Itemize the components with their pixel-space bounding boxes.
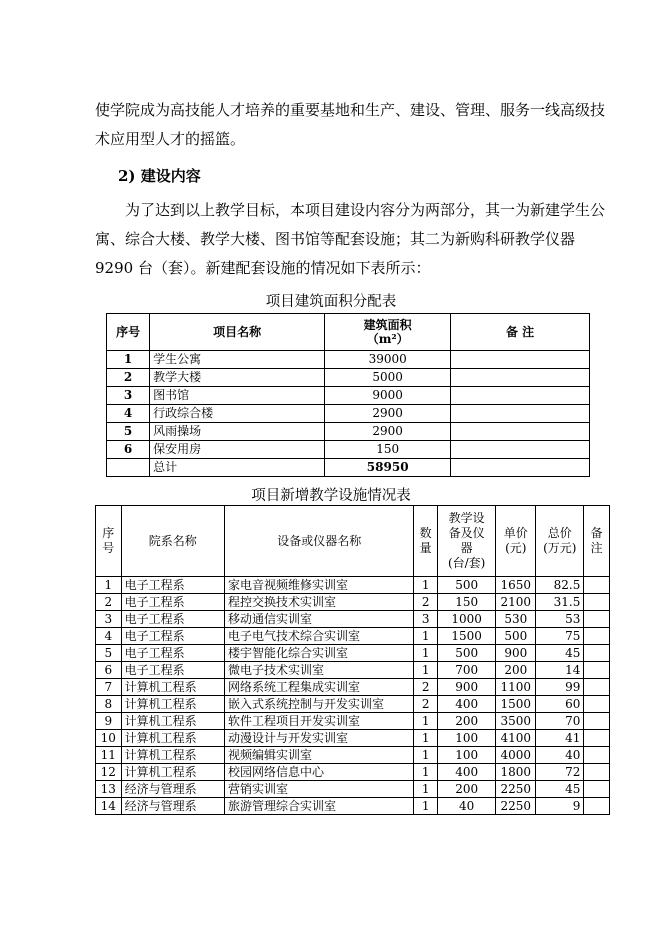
cell-note	[584, 662, 610, 679]
cell-equip: 家电音视频维修实训室	[225, 577, 414, 594]
cell-dept: 经济与管理系	[121, 781, 224, 798]
cell-units: 500	[437, 577, 495, 594]
cell-no: 13	[96, 781, 122, 798]
cell-area: 39000	[325, 351, 451, 369]
intro-paragraph: 使学院成为高技能人才培养的重要基地和生产、建设、管理、服务一线高级技术应用型人才的摇篮。	[95, 101, 606, 148]
cell-area: 150	[325, 441, 451, 459]
cell-note	[584, 696, 610, 713]
cell-price: 2250	[496, 781, 536, 798]
cell-name: 图书馆	[150, 387, 325, 405]
cell-note	[451, 405, 590, 423]
header-dept: 院系名称	[121, 506, 224, 577]
table-row	[96, 628, 610, 645]
cell-total: 82.5	[536, 577, 584, 594]
cell-total: 40	[536, 747, 584, 764]
header-total-line2: (万元)	[543, 541, 577, 555]
cell-equip: 网络系统工程集成实训室	[225, 679, 414, 696]
cell-equip: 程控交换技术实训室	[225, 594, 414, 611]
cell-price: 4100	[496, 730, 536, 747]
cell-note	[451, 441, 590, 459]
cell-note	[584, 594, 610, 611]
header-price	[496, 506, 536, 577]
table-row	[107, 369, 590, 387]
cell-price: 4000	[496, 747, 536, 764]
cell-price: 900	[496, 645, 536, 662]
table-row	[96, 577, 610, 594]
cell-qty: 2	[414, 594, 438, 611]
cell-equip: 电子电气技术综合实训室	[225, 628, 414, 645]
cell-dept: 计算机工程系	[121, 747, 224, 764]
cell-equip: 软件工程项目开发实训室	[225, 713, 414, 730]
cell-dept: 电子工程系	[121, 577, 224, 594]
section-heading: 2) 建设内容	[118, 167, 201, 185]
table-row	[96, 713, 610, 730]
cell-note	[584, 577, 610, 594]
header-no	[96, 506, 122, 577]
header-area-line1: 建筑面积	[363, 318, 412, 332]
cell-dept: 计算机工程系	[121, 730, 224, 747]
cell-name: 风雨操场	[150, 423, 325, 441]
header-no-text: 序号	[102, 526, 115, 555]
cell-area: 9000	[325, 387, 451, 405]
table-row	[107, 405, 590, 423]
cell-units: 1000	[437, 611, 495, 628]
cell-units: 900	[437, 679, 495, 696]
cell-total: 45	[536, 781, 584, 798]
content-paragraph: 为了达到以上教学目标，本项目建设内容分为两部分，其一为新建学生公寓、综合大楼、教学大楼、图书馆等配套设施；其二为新购科研教学仪器 9290 台（套）。新建配套设施的情况如下表所示：	[95, 201, 606, 277]
cell-no: 14	[96, 798, 122, 815]
table1-caption: 项目建筑面积分配表	[265, 294, 397, 310]
header-units-line4: (台/套)	[447, 556, 486, 570]
cell-no: 3	[107, 387, 150, 405]
cell-price: 2250	[496, 798, 536, 815]
header-name: 项目名称	[150, 314, 325, 351]
cell-no: 8	[96, 696, 122, 713]
cell-area: 5000	[325, 369, 451, 387]
header-area-line2: （m²）	[366, 332, 409, 346]
cell-units: 40	[437, 798, 495, 815]
cell-units: 200	[437, 713, 495, 730]
cell-qty: 1	[414, 747, 438, 764]
cell-units: 500	[437, 645, 495, 662]
cell-price: 1650	[496, 577, 536, 594]
cell-price: 1800	[496, 764, 536, 781]
table-row	[96, 611, 610, 628]
cell-equip: 移动通信实训室	[225, 611, 414, 628]
table-row	[96, 645, 610, 662]
cell-note	[451, 459, 590, 477]
cell-name: 学生公寓	[150, 351, 325, 369]
cell-no: 2	[96, 594, 122, 611]
header-equip: 设备或仪器名称	[225, 506, 414, 577]
cell-total: 9	[536, 798, 584, 815]
cell-units: 1500	[437, 628, 495, 645]
cell-note	[584, 781, 610, 798]
cell-note	[584, 679, 610, 696]
cell-name: 行政综合楼	[150, 405, 325, 423]
cell-qty: 1	[414, 781, 438, 798]
cell-total: 75	[536, 628, 584, 645]
cell-no: 1	[107, 351, 150, 369]
cell-total: 60	[536, 696, 584, 713]
cell-note	[584, 713, 610, 730]
cell-units: 150	[437, 594, 495, 611]
cell-dept: 电子工程系	[121, 662, 224, 679]
header-price-line2: (元)	[505, 541, 527, 555]
cell-area: 2900	[325, 405, 451, 423]
table-header-row	[96, 506, 610, 577]
cell-dept: 计算机工程系	[121, 713, 224, 730]
header-qty	[414, 506, 438, 577]
total-area: 58950	[325, 459, 451, 477]
table-row	[96, 662, 610, 679]
cell-dept: 电子工程系	[121, 594, 224, 611]
cell-no: 11	[96, 747, 122, 764]
cell-no: 2	[107, 369, 150, 387]
cell-price: 1100	[496, 679, 536, 696]
cell-dept: 计算机工程系	[121, 764, 224, 781]
cell-total: 72	[536, 764, 584, 781]
header-qty-text: 数量	[419, 526, 432, 555]
cell-note	[451, 369, 590, 387]
cell-name: 保安用房	[150, 441, 325, 459]
cell-note	[584, 628, 610, 645]
cell-no: 9	[96, 713, 122, 730]
cell-total: 41	[536, 730, 584, 747]
cell-no: 10	[96, 730, 122, 747]
cell-price: 530	[496, 611, 536, 628]
cell-no: 12	[96, 764, 122, 781]
cell-note	[451, 423, 590, 441]
cell-note	[451, 351, 590, 369]
cell-units: 100	[437, 747, 495, 764]
teaching-facility-table	[95, 505, 610, 815]
cell-no: 1	[96, 577, 122, 594]
table-row	[96, 781, 610, 798]
cell-no: 7	[96, 679, 122, 696]
header-area	[325, 314, 451, 351]
table-row	[107, 441, 590, 459]
cell-total: 45	[536, 645, 584, 662]
header-units-line1: 教学设	[448, 511, 485, 525]
cell-no: 5	[96, 645, 122, 662]
cell-price: 200	[496, 662, 536, 679]
cell-no: 5	[107, 423, 150, 441]
header-no: 序号	[107, 314, 150, 351]
cell-equip: 校园网络信息中心	[225, 764, 414, 781]
cell-note	[451, 387, 590, 405]
header-total-line1: 总价	[547, 526, 572, 540]
cell-note	[584, 730, 610, 747]
cell-area: 2900	[325, 423, 451, 441]
cell-dept: 电子工程系	[121, 645, 224, 662]
cell-equip: 楼宇智能化综合实训室	[225, 645, 414, 662]
cell-qty: 1	[414, 764, 438, 781]
header-total	[536, 506, 584, 577]
cell-qty: 1	[414, 628, 438, 645]
cell-qty: 1	[414, 645, 438, 662]
cell-qty: 1	[414, 577, 438, 594]
table-row	[107, 387, 590, 405]
cell-no: 3	[96, 611, 122, 628]
cell-price: 3500	[496, 713, 536, 730]
cell-qty: 1	[414, 662, 438, 679]
table-row	[96, 679, 610, 696]
cell-dept: 计算机工程系	[121, 696, 224, 713]
header-units-line3: 器	[460, 541, 473, 555]
cell-price: 2100	[496, 594, 536, 611]
cell-qty: 1	[414, 798, 438, 815]
cell-note	[584, 798, 610, 815]
cell-equip: 视频编辑实训室	[225, 747, 414, 764]
cell-units: 700	[437, 662, 495, 679]
table-row	[107, 351, 590, 369]
header-price-line1: 单价	[503, 526, 528, 540]
cell-price: 500	[496, 628, 536, 645]
cell-qty: 2	[414, 696, 438, 713]
cell-note	[584, 611, 610, 628]
cell-qty: 1	[414, 730, 438, 747]
cell-total: 53	[536, 611, 584, 628]
cell-no: 4	[107, 405, 150, 423]
cell-price: 1500	[496, 696, 536, 713]
cell-equip: 嵌入式系统控制与开发实训室	[225, 696, 414, 713]
header-note: 备 注	[451, 314, 590, 351]
header-units	[437, 506, 495, 577]
cell-equip: 旅游管理综合实训室	[225, 798, 414, 815]
cell-equip: 微电子技术实训室	[225, 662, 414, 679]
cell-no: 6	[96, 662, 122, 679]
header-units-line2: 备及仪	[448, 526, 485, 540]
cell-dept: 计算机工程系	[121, 679, 224, 696]
cell-qty: 3	[414, 611, 438, 628]
cell-equip: 营销实训室	[225, 781, 414, 798]
cell-total: 70	[536, 713, 584, 730]
cell-dept: 电子工程系	[121, 628, 224, 645]
cell-total: 99	[536, 679, 584, 696]
total-row	[107, 459, 590, 477]
cell-units: 200	[437, 781, 495, 798]
cell-total: 14	[536, 662, 584, 679]
table-header-row	[107, 314, 590, 351]
cell-total: 31.5	[536, 594, 584, 611]
cell-note	[584, 764, 610, 781]
header-note	[584, 506, 610, 577]
cell-qty: 1	[414, 713, 438, 730]
cell-no: 4	[96, 628, 122, 645]
cell-note	[584, 747, 610, 764]
cell-qty: 2	[414, 679, 438, 696]
cell-note	[584, 645, 610, 662]
cell-name: 教学大楼	[150, 369, 325, 387]
cell-units: 100	[437, 730, 495, 747]
header-note-text: 备注	[590, 526, 603, 555]
table-row	[96, 747, 610, 764]
cell-equip: 动漫设计与开发实训室	[225, 730, 414, 747]
building-area-table	[106, 313, 590, 477]
cell-units: 400	[437, 764, 495, 781]
table-row	[96, 764, 610, 781]
table-row	[96, 594, 610, 611]
table-row	[96, 696, 610, 713]
table2-caption: 项目新增教学设施情况表	[251, 488, 411, 504]
total-label: 总计	[150, 459, 325, 477]
cell-no: 6	[107, 441, 150, 459]
cell-no	[107, 459, 150, 477]
cell-dept: 经济与管理系	[121, 798, 224, 815]
cell-units: 400	[437, 696, 495, 713]
cell-dept: 电子工程系	[121, 611, 224, 628]
table-row	[96, 730, 610, 747]
table-row	[96, 798, 610, 815]
table-row	[107, 423, 590, 441]
